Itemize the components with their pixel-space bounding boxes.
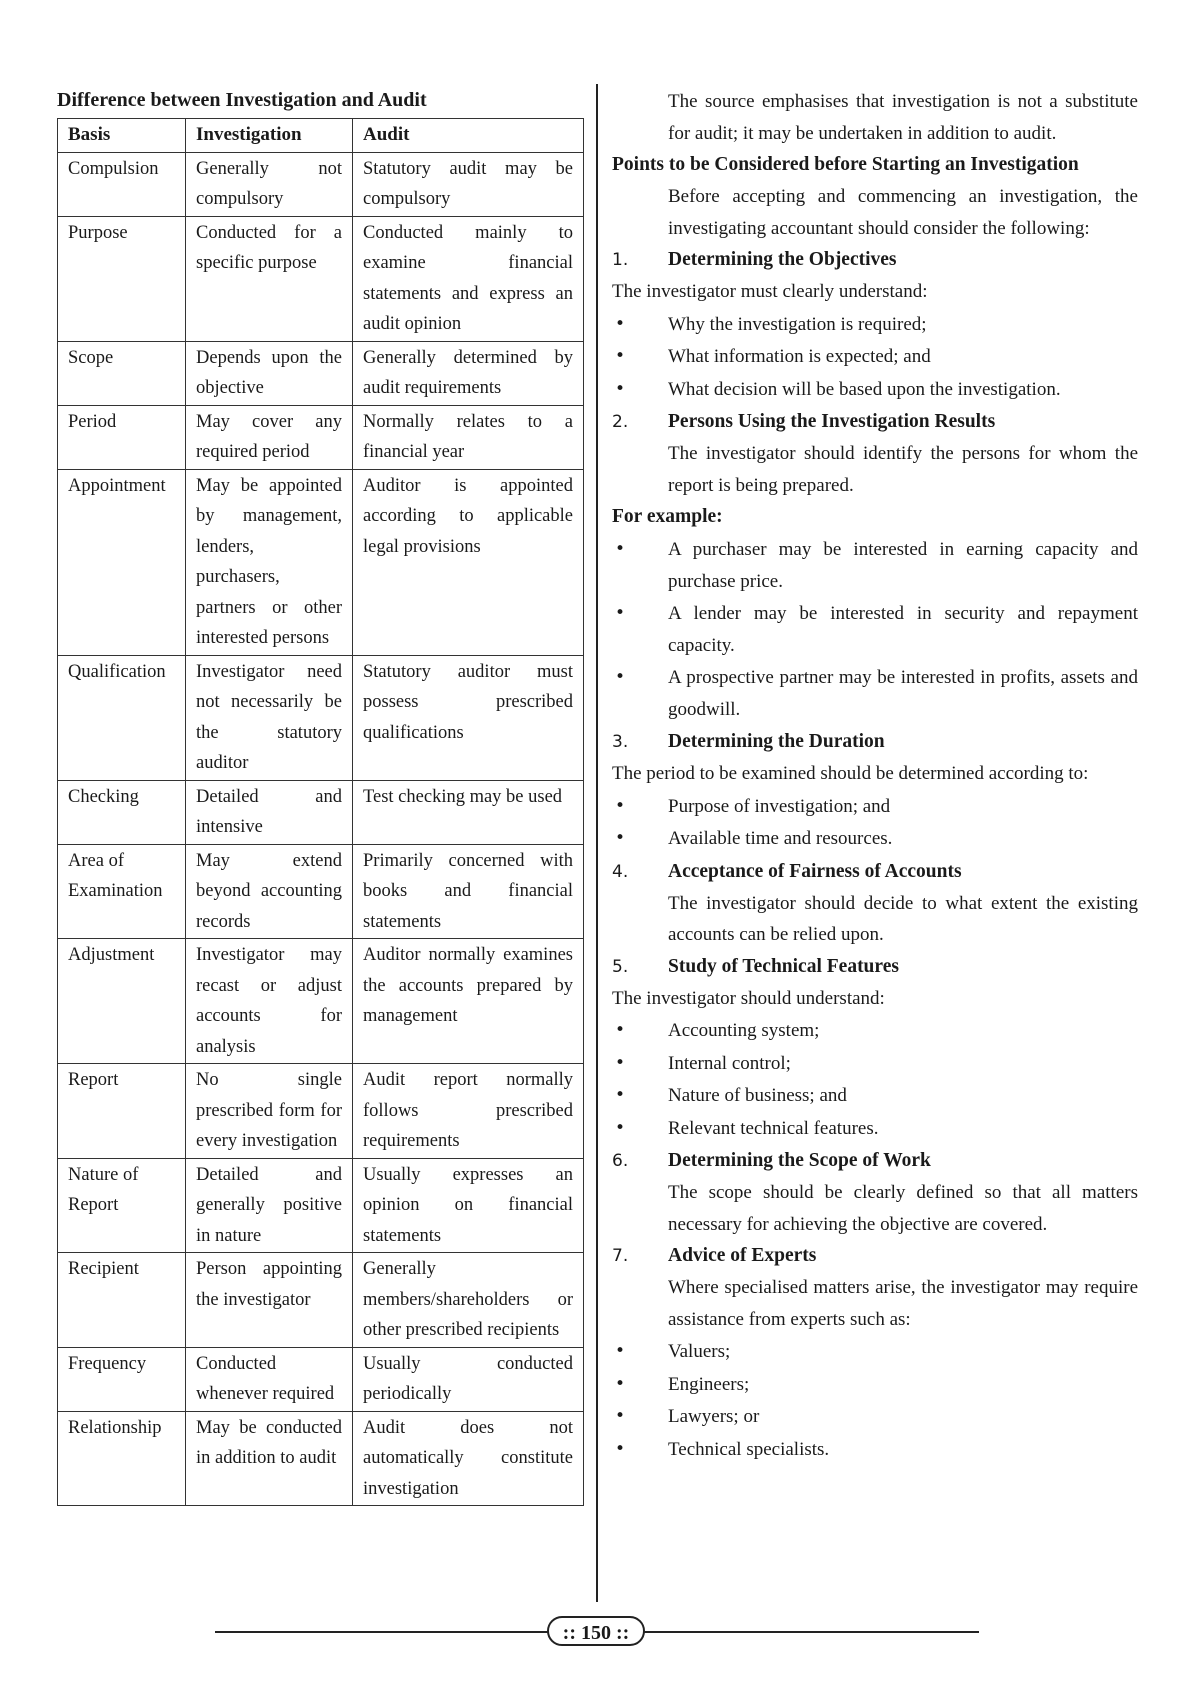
point-number: 3. (612, 732, 629, 752)
column-header-investigation: Investigation (186, 119, 353, 153)
point-1-lead: The investigator must clearly understand: (612, 281, 928, 302)
list-item: • Why the investigation is required; (612, 309, 1138, 341)
cell-basis: Recipient (58, 1253, 186, 1348)
cell-audit: Usually conducted periodically (353, 1347, 584, 1411)
point-6-text: The scope should be clearly defined so that all matters necessary for achieving the objective are covered. (668, 1182, 1138, 1235)
bullet-icon: • (615, 1438, 626, 1459)
cell-audit: Primarily concerned with books and financial statements (353, 844, 584, 939)
point-5-lead: The investigator should understand: (612, 987, 885, 1009)
point-title: Acceptance of Fairness of Accounts (668, 860, 962, 882)
cell-investigation: Detailed and intensive (186, 780, 353, 844)
cell-basis: Checking (58, 780, 186, 844)
list-item: • Nature of business; and (612, 1080, 1138, 1112)
point-title: Advice of Experts (668, 1245, 817, 1266)
list-item: • What decision will be based upon the investigation. (612, 374, 1138, 406)
point-number: 7. (612, 1246, 629, 1266)
cell-basis: Compulsion (58, 152, 186, 216)
page-footer (215, 1614, 979, 1650)
point-title: Determining the Duration (668, 731, 885, 752)
cell-audit: Statutory audit may be compulsory (353, 152, 584, 216)
table-row (58, 844, 584, 939)
cell-basis: Purpose (58, 216, 186, 341)
cell-investigation: No single prescribed form for every investigation (186, 1064, 353, 1159)
column-divider (596, 84, 598, 1602)
bullet-icon: • (615, 346, 626, 366)
point-7-text: Where specialised matters arise, the investigator may require assistance from experts such as: (668, 1277, 1138, 1330)
section-intro: Before accepting and commencing an investigation, the investigating accountant should consider the following: (668, 186, 1138, 239)
cell-investigation: May be appointed by management, lenders, purchasers, partners or other interested persons (186, 469, 353, 655)
cell-basis: Report (58, 1064, 186, 1159)
point-title: Study of Technical Features (668, 955, 899, 977)
cell-investigation: Conducted whenever required (186, 1347, 353, 1411)
point-3-heading (612, 726, 1138, 758)
table-row (58, 1411, 584, 1506)
cell-basis: Appointment (58, 469, 186, 655)
list-item: • A purchaser may be interested in earning capacity and purchase price. (612, 534, 1138, 597)
point-5-heading (612, 951, 1138, 983)
cell-investigation: Investigator need not necessarily be the statutory auditor (186, 655, 353, 780)
table-row (58, 405, 584, 469)
cell-audit: Statutory auditor must possess prescribed qualifications (353, 655, 584, 780)
bullet-icon: • (615, 378, 626, 399)
cell-basis: Frequency (58, 1347, 186, 1411)
table-row (58, 152, 584, 216)
cell-investigation: Conducted for a specific purpose (186, 216, 353, 341)
list-item: • Engineers; (612, 1369, 1138, 1401)
point-number: 2. (612, 412, 629, 432)
comparison-table (57, 118, 584, 1506)
cell-investigation: Generally not compulsory (186, 152, 353, 216)
bullet-icon: • (615, 1020, 626, 1040)
list-item: • A lender may be interested in security and repayment capacity. (612, 598, 1138, 661)
table-row (58, 655, 584, 780)
bullet-icon: • (615, 795, 626, 816)
table-row (58, 780, 584, 844)
cell-basis: Adjustment (58, 939, 186, 1064)
cell-audit: Generally determined by audit requirements (353, 341, 584, 405)
column-header-basis: Basis (58, 119, 186, 153)
bullet-icon: • (615, 828, 626, 848)
cell-basis: Period (58, 405, 186, 469)
table-row (58, 216, 584, 341)
right-column (612, 86, 1138, 1466)
list-item: • A prospective partner may be interested in profits, assets and goodwill. (612, 662, 1138, 725)
table-row (58, 1158, 584, 1253)
cell-audit: Audit report normally follows prescribed requirements (353, 1064, 584, 1159)
cell-basis: Scope (58, 341, 186, 405)
table-body (58, 152, 584, 1506)
left-column (57, 86, 583, 1506)
page-number: :: 150 :: (547, 1616, 645, 1646)
point-number: 1. (612, 250, 629, 270)
cell-investigation: Investigator may recast or adjust accounts for analysis (186, 939, 353, 1064)
bullet-icon: • (615, 1406, 626, 1426)
cell-investigation: May cover any required period (186, 405, 353, 469)
cell-investigation: Depends upon the objective (186, 341, 353, 405)
point-1-heading (612, 244, 1138, 276)
table-row (58, 1064, 584, 1159)
point-4-text: The investigator should decide to what extent the existing accounts can be relied upon. (668, 892, 1138, 945)
point-3-lead: The period to be examined should be determined according to: (612, 763, 1089, 784)
bullet-icon: • (615, 1085, 626, 1105)
section-heading: Points to be Considered before Starting an Investigation (612, 154, 1079, 175)
cell-investigation: May be conducted in addition to audit (186, 1411, 353, 1506)
point-2-text: The investigator should identify the persons for whom the report is being prepared. (668, 443, 1138, 496)
bullet-icon: • (615, 539, 626, 559)
intro-paragraph: The source emphasises that investigation is not a substitute for audit; it may be undertaken in addition to audit. (668, 91, 1138, 144)
bullet-icon: • (615, 1373, 626, 1394)
cell-basis: Nature of Report (58, 1158, 186, 1253)
point-title: Determining the Objectives (668, 249, 897, 270)
bullet-icon: • (615, 603, 626, 623)
table-row (58, 469, 584, 655)
bullet-icon: • (615, 1052, 626, 1073)
cell-investigation: May extend beyond accounting records (186, 844, 353, 939)
column-header-audit: Audit (353, 119, 584, 153)
point-2-heading (612, 406, 1138, 438)
list-item: • Relevant technical features. (612, 1113, 1138, 1145)
list-item: • Accounting system; (612, 1015, 1138, 1047)
list-item: • Lawyers; or (612, 1401, 1138, 1433)
cell-audit: Auditor is appointed according to applicable legal provisions (353, 469, 584, 655)
bullet-icon: • (615, 667, 626, 687)
point-6-heading (612, 1145, 1138, 1177)
cell-audit: Auditor normally examines the accounts prepared by management (353, 939, 584, 1064)
table-header-row (58, 119, 584, 153)
cell-basis: Qualification (58, 655, 186, 780)
list-item: • What information is expected; and (612, 341, 1138, 373)
list-item: • Internal control; (612, 1048, 1138, 1080)
cell-audit: Normally relates to a financial year (353, 405, 584, 469)
cell-basis: Area of Examination (58, 844, 186, 939)
table-row (58, 341, 584, 405)
example-label: For example: (612, 506, 723, 527)
bullet-icon: • (615, 313, 626, 334)
cell-audit: Usually expresses an opinion on financial statements (353, 1158, 584, 1253)
bullet-icon: • (615, 1117, 626, 1138)
list-item: • Valuers; (612, 1336, 1138, 1368)
list-item: • Purpose of investigation; and (612, 791, 1138, 823)
list-item: • Available time and resources. (612, 823, 1138, 855)
table-heading: Difference between Investigation and Audit (57, 89, 427, 111)
cell-basis: Relationship (58, 1411, 186, 1506)
cell-investigation: Detailed and generally positive in nature (186, 1158, 353, 1253)
table-row (58, 1347, 584, 1411)
table-row (58, 1253, 584, 1348)
cell-audit: Generally members/shareholders or other prescribed recipients (353, 1253, 584, 1348)
cell-audit: Audit does not automatically constitute investigation (353, 1411, 584, 1506)
point-title: Determining the Scope of Work (668, 1150, 931, 1171)
point-number: 4. (612, 861, 629, 882)
point-number: 6. (612, 1151, 629, 1171)
cell-audit: Test checking may be used (353, 780, 584, 844)
table-row (58, 939, 584, 1064)
bullet-icon: • (615, 1341, 626, 1361)
cell-investigation: Person appointing the investigator (186, 1253, 353, 1348)
point-7-heading (612, 1240, 1138, 1272)
point-number: 5. (612, 956, 629, 977)
cell-audit: Conducted mainly to examine financial statements and express an audit opinion (353, 216, 584, 341)
point-4-heading (612, 856, 1138, 888)
point-title: Persons Using the Investigation Results (668, 411, 996, 432)
list-item: • Technical specialists. (612, 1434, 1138, 1466)
